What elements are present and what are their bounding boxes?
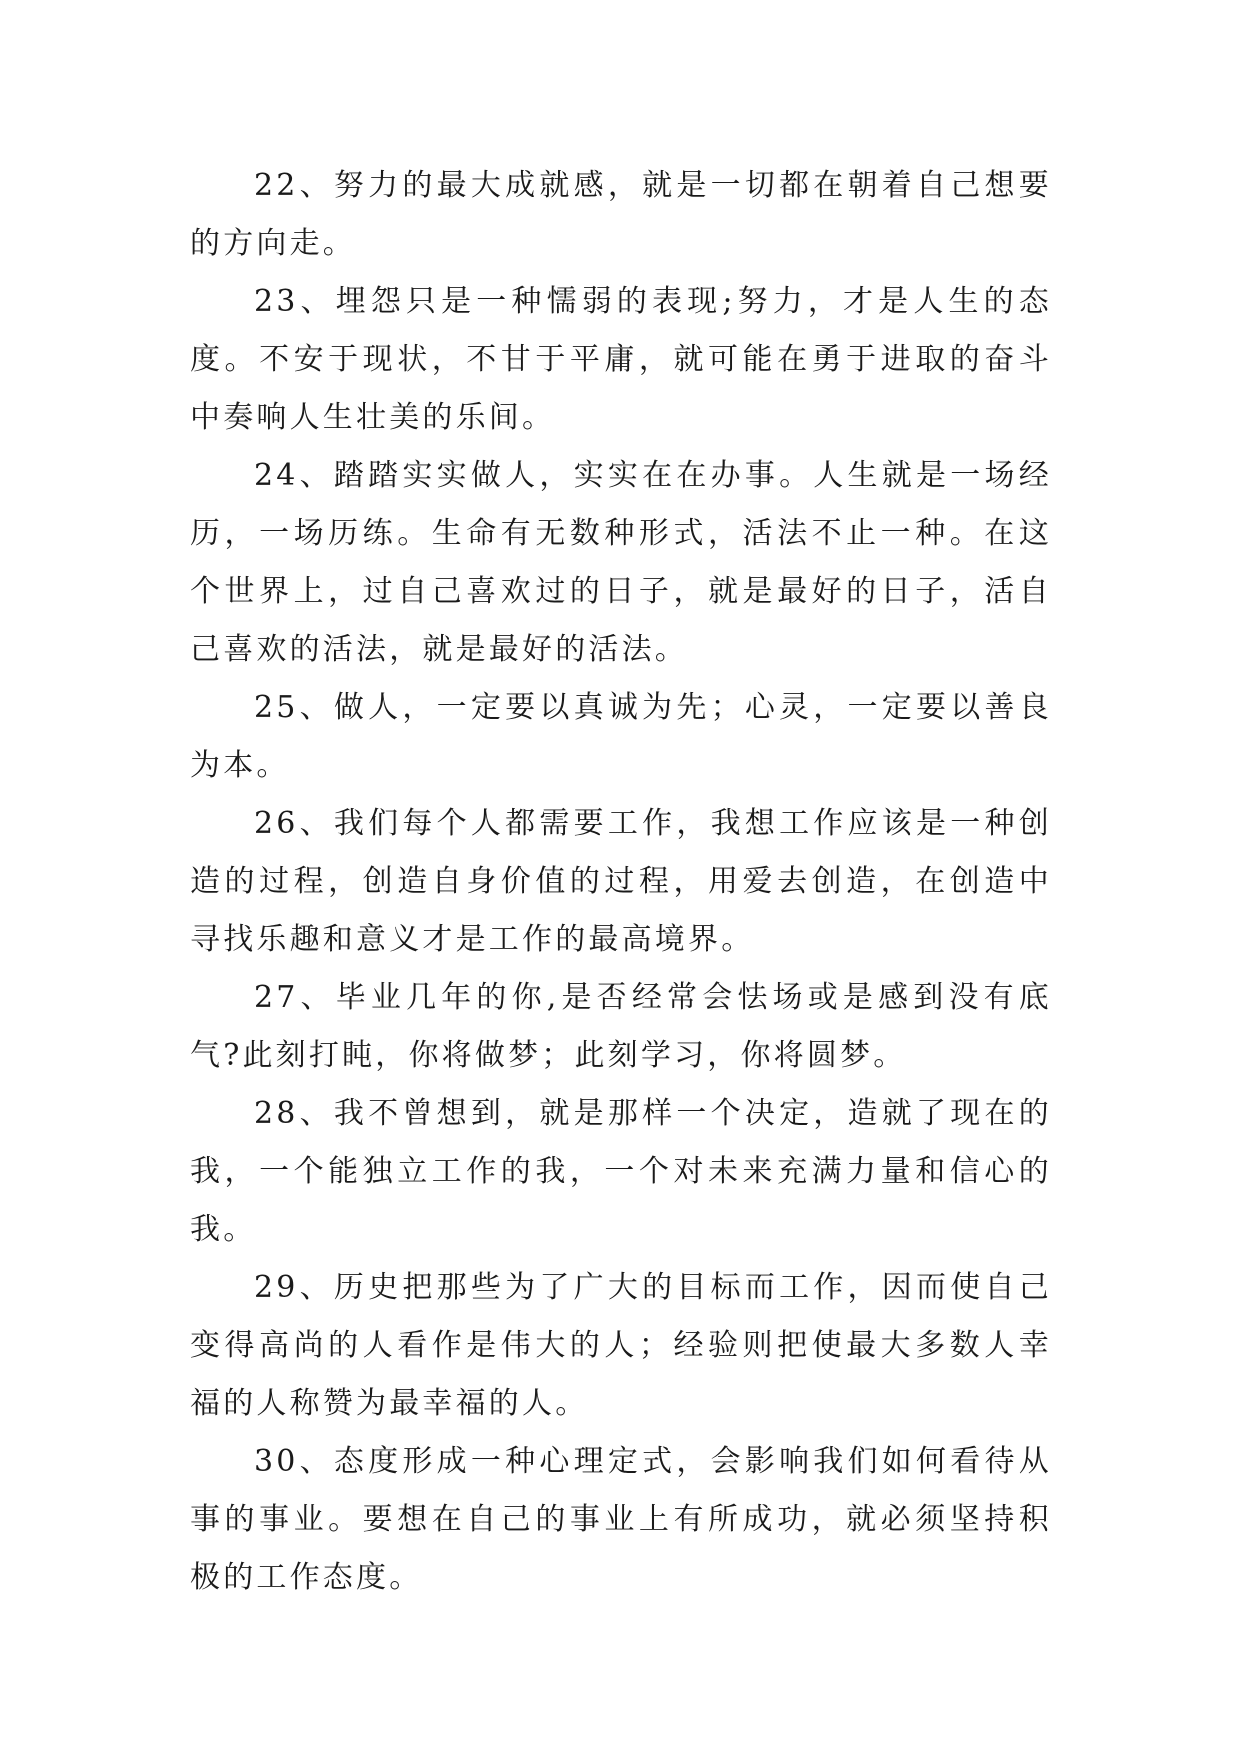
paragraph-28: 28、我不曾想到，就是那样一个决定，造就了现在的我，一个能独立工作的我，一个对未来充满力量和信心的我。 [190,1096,1052,1247]
document-body [190,157,1052,1607]
paragraph-27: 27、毕业几年的你,是否经常会怯场或是感到没有底气?此刻打盹，你将做梦；此刻学习，你将圆梦。 [190,980,1052,1073]
paragraph-24: 24、踏踏实实做人，实实在在办事。人生就是一场经历，一场历练。生命有无数种形式，活法不止一种。在这个世界上，过自己喜欢过的日子，就是最好的日子，活自己喜欢的活法，就是最好的活法。 [190,458,1052,667]
paragraph-23: 23、埋怨只是一种懦弱的表现;努力，才是人生的态度。不安于现状，不甘于平庸，就可能在勇于进取的奋斗中奏响人生壮美的乐间。 [190,284,1052,435]
paragraph-30: 30、态度形成一种心理定式，会影响我们如何看待从事的事业。要想在自己的事业上有所成功，就必须坚持积极的工作态度。 [190,1444,1052,1595]
paragraph-29: 29、历史把那些为了广大的目标而工作，因而使自己变得高尚的人看作是伟大的人；经验则把使最大多数人幸福的人称赞为最幸福的人。 [190,1270,1052,1421]
paragraph-22: 22、努力的最大成就感，就是一切都在朝着自己想要的方向走。 [190,168,1052,261]
paragraph-25: 25、做人，一定要以真诚为先；心灵，一定要以善良为本。 [190,690,1052,783]
paragraph-26: 26、我们每个人都需要工作，我想工作应该是一种创造的过程，创造自身价值的过程，用爱去创造，在创造中寻找乐趣和意义才是工作的最高境界。 [190,806,1052,957]
